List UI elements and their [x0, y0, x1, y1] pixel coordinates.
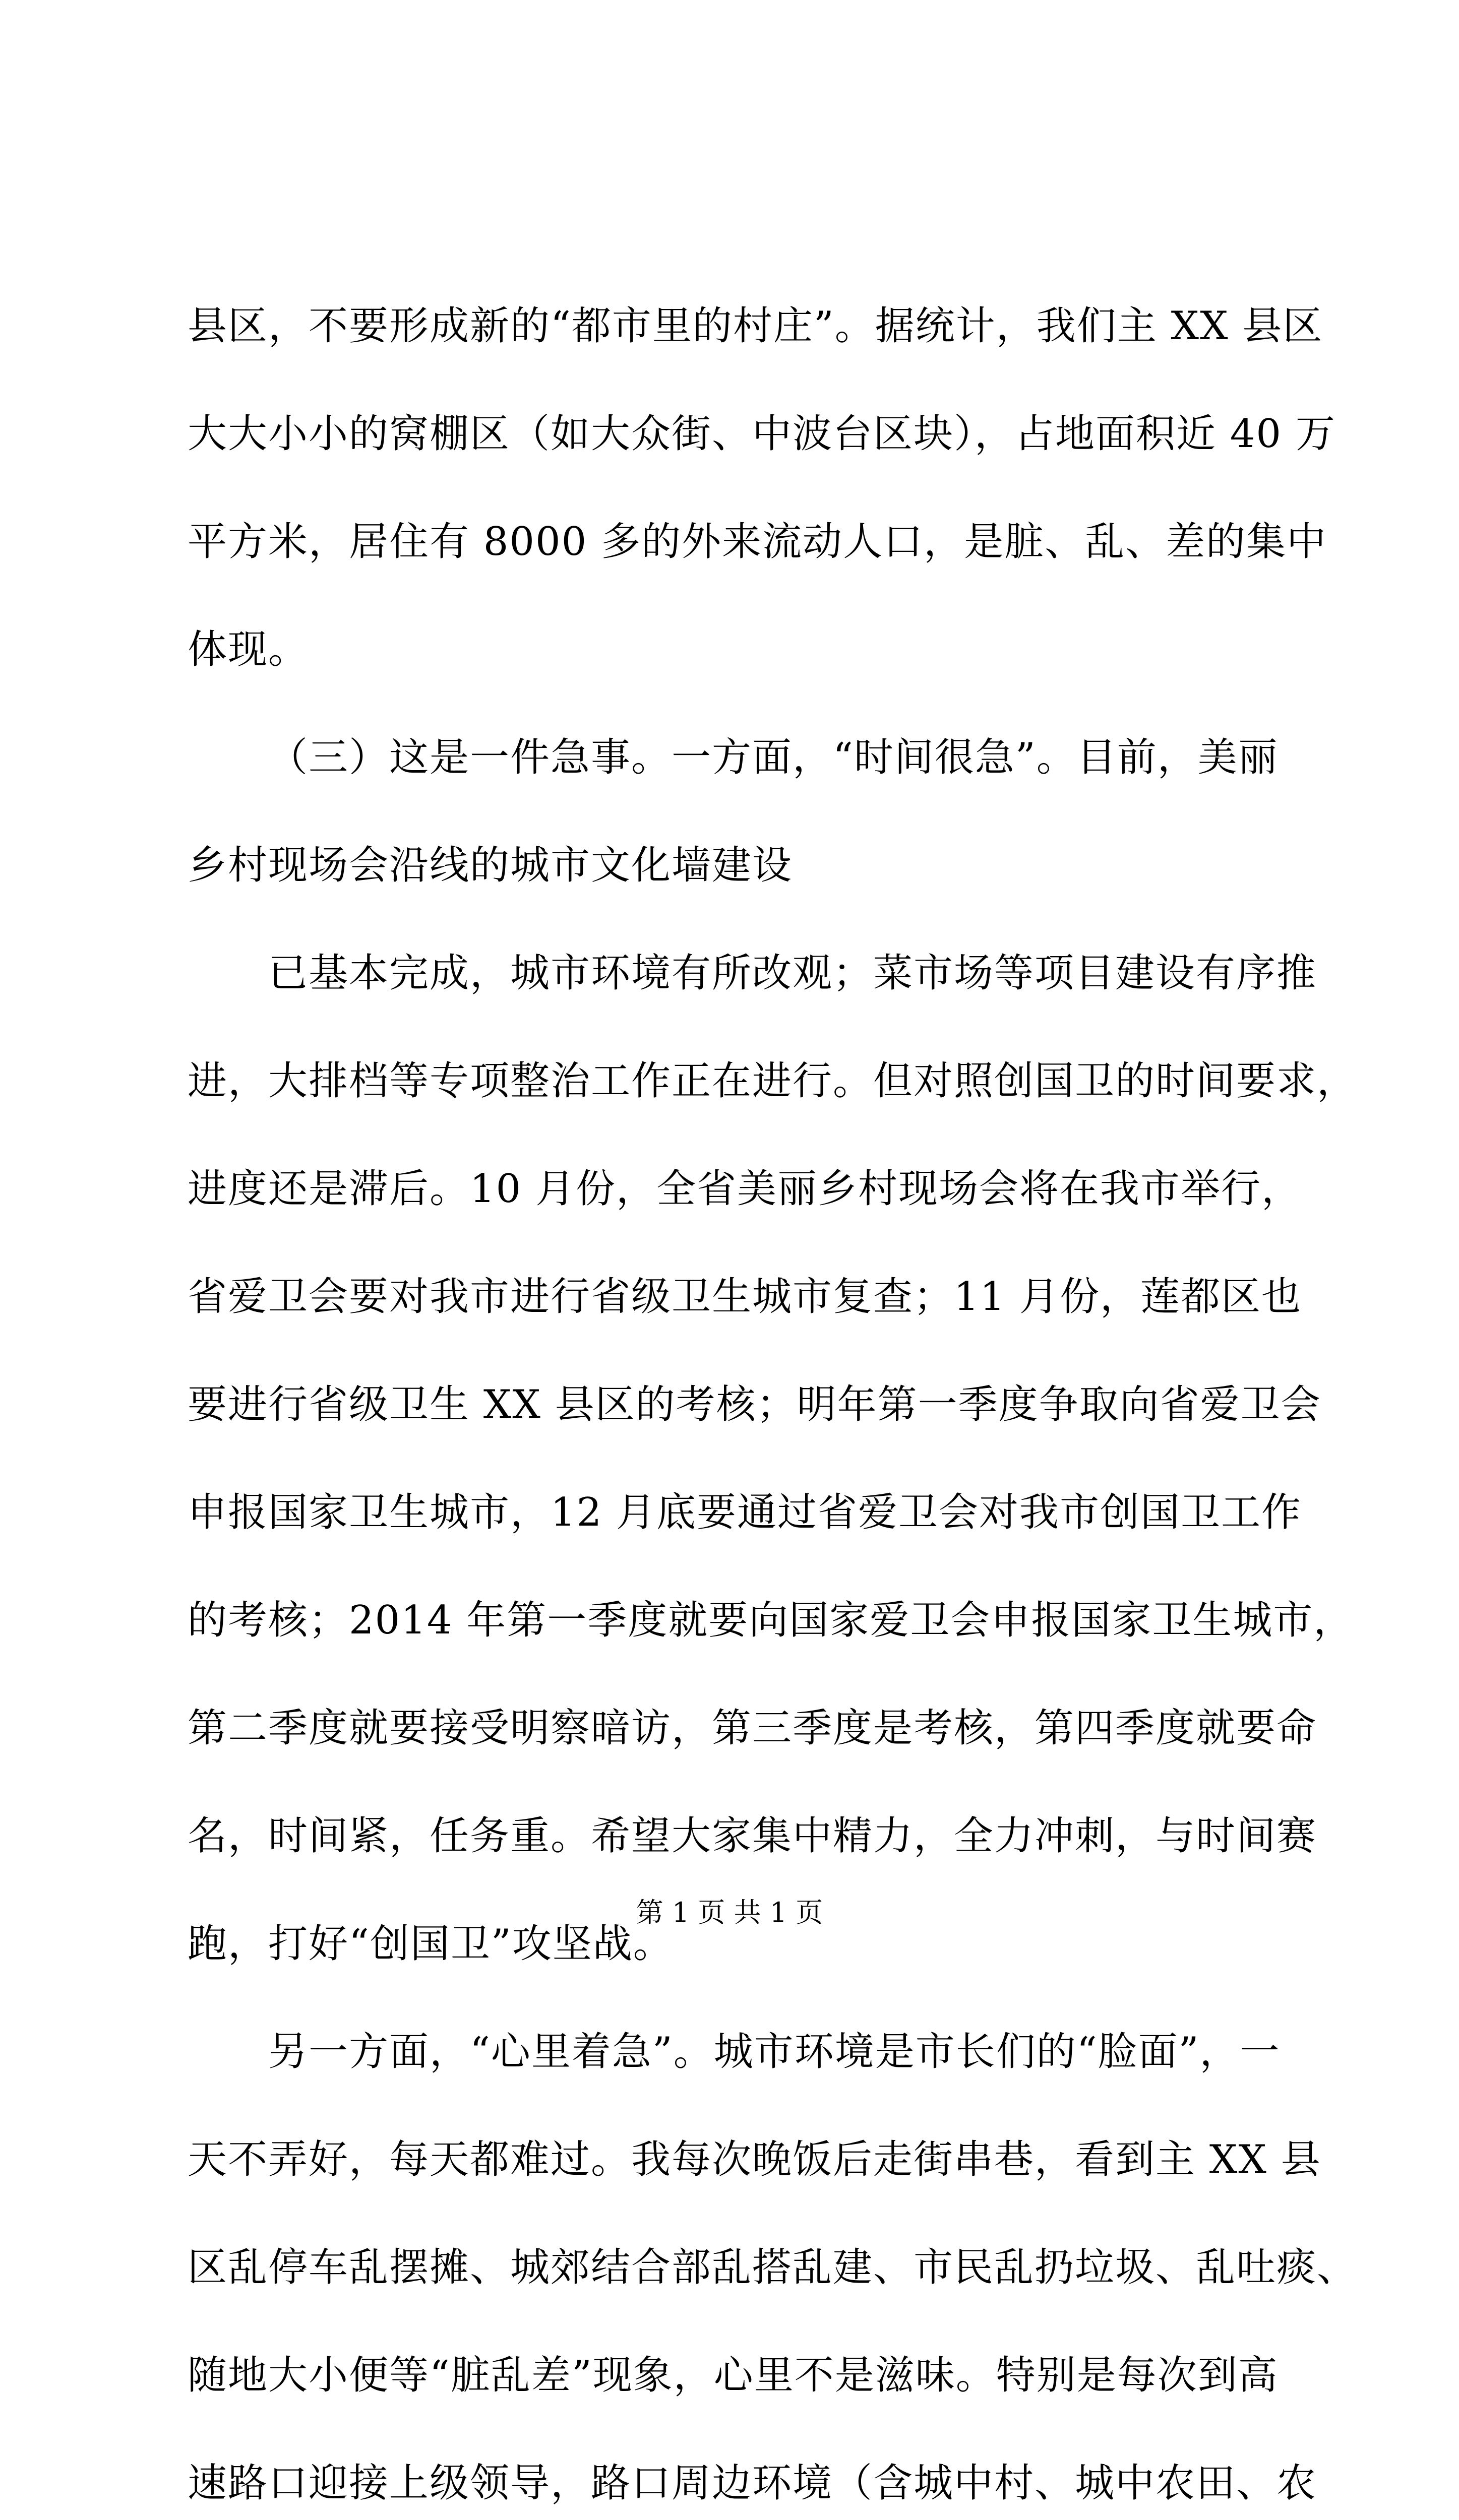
text-line: 进度还是滞后。10 月份，全省美丽乡村现场会将在我市举行，	[188, 1166, 1302, 1212]
text-line: 申报国家卫生城市，12 月底要通过省爱卫会对我市创国卫工作	[188, 1490, 1302, 1535]
text-line: 名，时间紧，任务重。希望大家集中精力，全力冲刺，与时间赛	[188, 1813, 1317, 1859]
text-line: 天不弄好，每天都难过。我每次晚饭后走街串巷，看到主 XX 县	[188, 2137, 1321, 2182]
text-line: 县区，不要形成新的“都市里的村庄”。据统计，我们主 XX 县区	[188, 303, 1323, 349]
text-line: 省爱卫会要对我市进行省级卫生城市复查；11 月份，莲都区也	[188, 1274, 1302, 1319]
text-line: 随地大小便等“脏乱差”现象，心里不是滋味。特别是每次到高	[188, 2353, 1279, 2398]
document-body	[188, 272, 1358, 2520]
text-line: 区乱停车乱摆摊、城郊结合部乱搭乱建、市民乱扔垃圾、乱吐痰、	[188, 2245, 1358, 2290]
text-line: 体现。	[188, 627, 309, 672]
text-line: （三）这是一件急事。一方面，“时间很急”。目前，美丽	[268, 735, 1279, 780]
page-footer: 第 1 页 共 1 页	[636, 1897, 823, 1928]
text-line: 另一方面，“心里着急”。城市环境是市长们的“脸面”，一	[268, 2029, 1281, 2074]
text-line: 平方米，居住有 8000 多的外来流动人口，是脏、乱、差的集中	[188, 519, 1327, 564]
text-line: 第二季度就要接受明察暗访，第三季度是考核，第四季度就要命	[188, 1706, 1317, 1751]
text-line: 要进行省级卫生 XX 县区的考核；明年第一季度争取向省爱卫会	[188, 1382, 1321, 1427]
text-line: 速路口迎接上级领导，路口周边环境（含城中村、城中农田、农	[188, 2461, 1317, 2506]
text-line: 乡村现场会沿线的城市文化墙建设	[188, 843, 793, 888]
text-line: 进，大排档等专项整治工作正在进行。但对照创国卫的时间要求，	[188, 1058, 1358, 1104]
text-line: 大大小小的窝棚区（如大众街、中波台区块），占地面积近 40 万	[188, 411, 1336, 457]
text-line: 的考核；2014 年第一季度就要向国家爱卫会申报国家卫生城市，	[188, 1598, 1354, 1643]
text-line: 已基本完成，城市环境有所改观；菜市场等项目建设有序推	[268, 951, 1317, 996]
text-line: 跑，打好“创国卫”攻坚战。	[188, 1921, 674, 1967]
